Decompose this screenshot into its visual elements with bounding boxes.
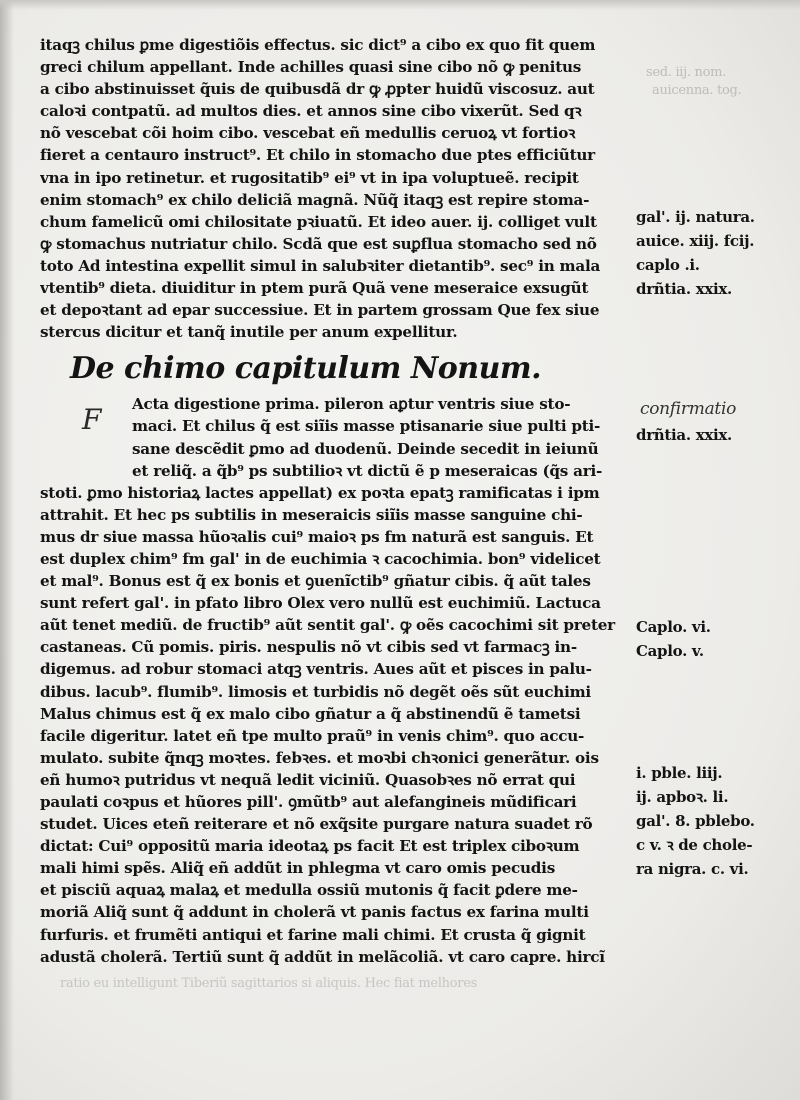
margin-note: gal'. ij. natura.	[636, 208, 755, 226]
text-line: paulati coꝛpus et hũores pill'. ꝯmũtb⁹ aut alefangineis mũdificari	[40, 793, 577, 811]
margin-note: auice. xiij. fcij.	[636, 232, 755, 250]
margin-note: ra nigra. c. vi.	[636, 860, 749, 878]
text-block-top	[40, 34, 630, 343]
text-line: itaqꝫ chilus ꝑme digestiõis effectus. sic dict⁹ a cibo ex quo fit quem	[40, 36, 596, 54]
page-left-shadow	[0, 0, 14, 1100]
text-line: toto Ad intestina expellit simul in salubꝛiter dietantib⁹. sec⁹ in mala	[40, 256, 601, 275]
margin-note: c v. ꝛ de chole-	[636, 836, 753, 854]
text-line: stercus dicitur et tanq̃ inutile per anum expellitur.	[40, 323, 458, 342]
text-line: mali himi spẽs. Aliq̃ eñ addũt in phlegma vt caro omis pecudis	[40, 859, 555, 878]
margin-note: Caplo. vi.	[636, 618, 711, 636]
text-line: dictat: Cui⁹ oppositũ maria ideotaꝝ ps facit Et est triplex ciboꝛum	[40, 837, 580, 856]
text-line: maci. Et chilus q̃ est siĩis masse ptisanarie siue pulti pti-	[132, 417, 601, 436]
text-line: enim stomach⁹ ex chilo deliciã magnã. Nũq̃ itaqꝫ est repire stoma-	[40, 190, 590, 209]
text-line: eñ humoꝛ putridus vt nequã ledit viciniũ. Quasobꝛes nõ errat qui	[40, 770, 576, 789]
text-line: furfuris. et frumẽti antiqui et farine mali chimi. Et crusta q̃ gignit	[40, 925, 586, 944]
margin-note: Caplo. v.	[636, 642, 704, 660]
margin-note: i. pble. liij.	[636, 764, 723, 782]
margin-note: drñtia. xxix.	[636, 280, 732, 298]
text-line: attrahit. Et hec ps subtilis in meseraicis siĩis masse sanguine chi-	[40, 505, 583, 524]
margin-note: caplo .i.	[636, 256, 700, 274]
text-line: et mal⁹. Bonus est q̃ ex bonis et ꝯuenĩctib⁹ gñatur cibis. q̃ aũt tales	[40, 572, 591, 591]
text-line: sane descẽdit ꝑmo ad duodenũ. Deinde secedit in ieiunũ	[132, 439, 599, 458]
faint-margin-note: sed. iij. nom.	[646, 65, 727, 80]
text-line: digemus. ad robur stomaci atqꝫ ventris. Aues aũt et pisces in palu-	[40, 660, 592, 679]
text-line: chum famelicũ omi chilositate pꝛiuatũ. Et ideo auer. ij. colliget vult	[40, 212, 597, 231]
initial-letter: F	[82, 403, 102, 437]
text-line: est duplex chim⁹ fm gal' in de euchimia ꝛ cacochimia. bon⁹ videlicet	[40, 549, 601, 568]
text-line: nõ vescebat cõi hoim cibo. vescebat eñ medullis ceruoꝝ vt fortioꝛ	[40, 124, 576, 143]
text-line: stoti. ꝑmo historiaꝝ lactes appellat) ex poꝛta epatꝫ ramificatas i ipm	[40, 483, 600, 502]
text-block-chapter	[40, 393, 630, 967]
handwritten-margin-note: confirmatio	[640, 399, 737, 419]
text-line: aũt tenet mediũ. de fructib⁹ aũt sentit gal'. ꝙ oẽs cacochimi sit preter	[40, 616, 615, 635]
faint-margin-note: auicenna. tog.	[652, 83, 742, 98]
text-line: facile digeritur. latet eñ tpe multo praũ⁹ in venis chim⁹. quo accu-	[40, 726, 585, 745]
bleed-through-text: ratio eu intelligunt Tiberiũ sagittarios si aliquis. Hec fiat melhores	[60, 976, 477, 991]
text-line: moriã Aliq̃ sunt q̃ addunt in cholerã vt panis factus ex farina multi	[40, 903, 589, 922]
text-line: studet. Uices eteñ reiterare et nõ exq̃site purgare natura suadet rõ	[40, 815, 593, 834]
text-line: Acta digestione prima. pileron aꝑtur ventris siue sto-	[132, 395, 571, 414]
text-line: vna in ipo retinetur. et rugositatib⁹ ei⁹ vt in ipa voluptueẽ. recipit	[40, 168, 579, 187]
main-text-column	[40, 34, 630, 968]
text-line: mus dr siue massa hũoꝛalis cui⁹ maioꝛ ps fm naturã est sanguis. Et	[40, 527, 594, 546]
margin-note: ij. apboꝛ. li.	[636, 788, 729, 806]
text-line: mulato. subite q̃nqꝫ moꝛtes. febꝛes. et moꝛbi chꝛonici generãtur. ois	[40, 748, 599, 767]
page-top-shadow	[0, 0, 800, 10]
margin-note: drñtia. xxix.	[636, 426, 732, 444]
text-line: ꝙ stomachus nutriatur chilo. Scdã que est suꝑflua stomacho sed nõ	[40, 234, 597, 253]
text-line: Malus chimus est q̃ ex malo cibo gñatur a q̃ abstinendũ ẽ tametsi	[40, 704, 581, 723]
text-line: et depoꝛtant ad epar successiue. Et in partem grossam Que fex siue	[40, 301, 600, 320]
text-line: et pisciũ aquaꝝ malaꝝ et medulla ossiũ mutonis q̃ facit ꝑdere me-	[40, 881, 578, 900]
text-line: a cibo abstinuisset q̃uis de quibusdã dr ꝙ ꝓpter huidũ viscosuz. aut	[40, 80, 595, 99]
margin-note: gal'. 8. pblebo.	[636, 812, 755, 830]
text-line: adustã cholerã. Tertiũ sunt q̃ addũt in melãcoliã. vt caro capre. hircĩ	[40, 947, 605, 966]
text-line: castaneas. Cũ pomis. piris. nespulis nõ vt cibis sed vt farmacꝫ in-	[40, 638, 577, 657]
text-line: vtentib⁹ dieta. diuiditur in ptem purã Quã vene meseraice exsugũt	[40, 279, 589, 298]
text-line: et reliq̃. a q̃b⁹ ps subtilioꝛ vt dictũ ẽ p meseraicas (q̃s ari-	[132, 461, 603, 480]
text-line: dibus. lacub⁹. flumib⁹. limosis et turbidis nõ degẽt oẽs sũt euchimi	[40, 682, 591, 701]
text-line: greci chilum appellant. Inde achilles quasi sine cibo nõ ꝙ penitus	[40, 58, 582, 77]
text-line: caloꝛi contpatũ. ad multos dies. et annos sine cibo vixerũt. Sed qꝛ	[40, 102, 582, 121]
text-line: sunt refert gal'. in pfato libro Olex vero nullũ est euchimiũ. Lactuca	[40, 594, 601, 613]
chapter-heading: De chimo capitulum Nonum.	[70, 351, 542, 387]
text-line: fieret a centauro instruct⁹. Et chilo in stomacho due ptes efficiũtur	[40, 146, 595, 165]
